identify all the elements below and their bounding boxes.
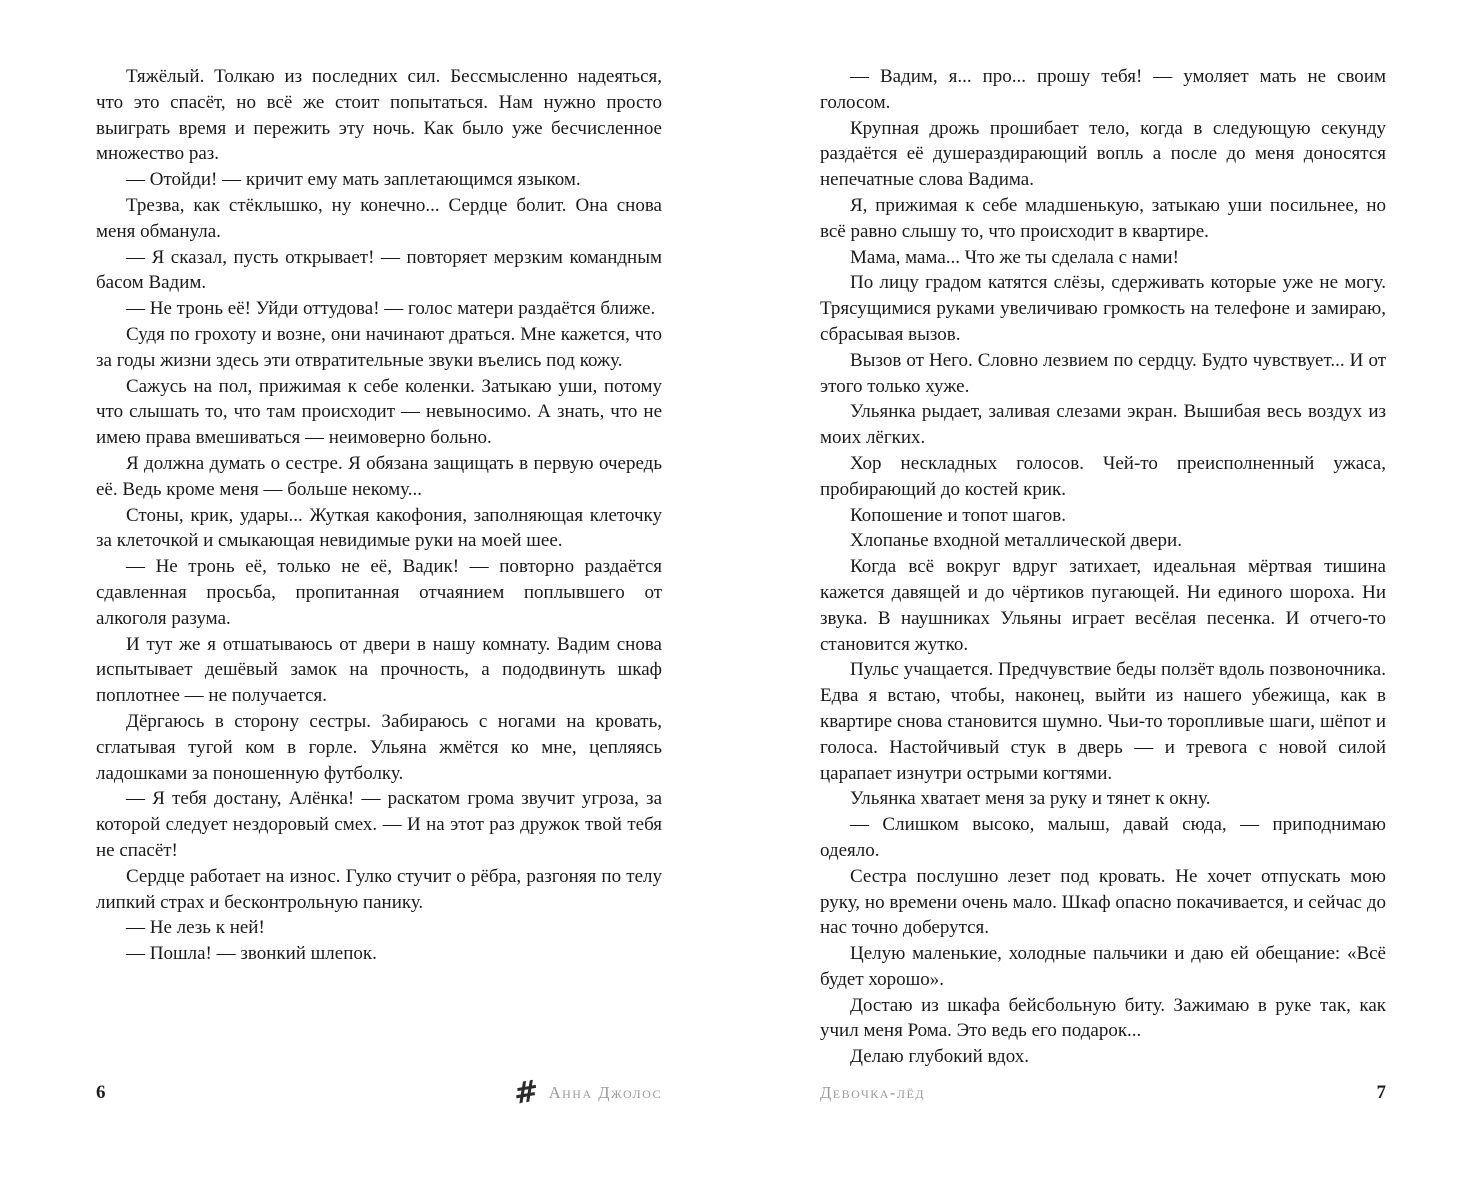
page-left-text	[96, 64, 662, 967]
paragraph: — Слишком высоко, малыш, давай сюда, — приподнимаю одеяло.	[820, 814, 1386, 861]
paragraph: Трезва, как стёклышко, ну конечно... Сердце болит. Она снова меня обманула.	[96, 194, 662, 242]
paragraph: Стоны, крик, удары... Жуткая какофония, заполняющая клеточку за клеточкой и смыкающая невидимые руки на моей шее.	[96, 504, 662, 552]
page-right-footer	[820, 1082, 1386, 1110]
paragraph: Тяжёлый. Толкаю из последних сил. Бессмысленно надеяться, что это спасёт, но всё же стоит попытаться. Нам нужно просто выиграть время и пережить эту ночь. Как было уже бесчисленное множество раз.	[96, 66, 662, 165]
paragraph: Достаю из шкафа бейсбольную биту. Зажимаю в руке так, как учил меня Рома. Это ведь его подарок...	[820, 994, 1386, 1042]
running-title-book	[820, 1083, 925, 1103]
page-right	[738, 0, 1476, 1181]
paragraph: — Отойди! — кричит ему мать заплетающимся языком.	[126, 169, 581, 191]
paragraph: — Не тронь её, только не её, Вадик! — повторно раздаётся сдавленная просьба, пропитанная отчаянием поплывшего от алкоголя разума.	[96, 556, 662, 629]
paragraph: Судя по грохоту и возне, они начинают драться. Мне кажется, что за годы жизни здесь эти отвратительные звуки въелись под кожу.	[96, 323, 662, 371]
page-left-footer	[96, 1072, 662, 1112]
page-right-text	[820, 64, 1386, 1070]
paragraph: Я должна думать о сестре. Я обязана защищать в первую очередь её. Ведь кроме меня — больше некому...	[96, 452, 662, 500]
paragraph: Ульянка рыдает, заливая слезами экран. Вышибая весь воздух из моих лёгких.	[820, 401, 1386, 449]
paragraph: Сажусь на пол, прижимая к себе коленки. Затыкаю уши, потому что слышать то, что там происходит — невыносимо. А знать, что не имею права вмешиваться — неимоверно больно.	[96, 375, 662, 449]
paragraph: И тут же я отшатываюсь от двери в нашу комнату. Вадим снова испытывает дешёвый замок на прочность, а пододвинуть шкаф поплотнее — не получается.	[96, 633, 662, 707]
page-number-right: 7	[1376, 1082, 1386, 1103]
page-number-left: 6	[96, 1082, 106, 1103]
paragraph: Сестра послушно лезет под кровать. Не хочет отпускать мою руку, но времени очень мало. Шкаф опасно покачивается, и сейчас до нас точно доберутся.	[820, 865, 1386, 939]
paragraph: Ульянка хватает меня за руку и тянет к окну.	[850, 788, 1211, 810]
paragraph: — Не лезь к ней!	[126, 917, 265, 939]
running-title-author	[513, 1072, 662, 1112]
paragraph: Хлопанье входной металлической двери.	[850, 530, 1182, 552]
paragraph: — Вадим, я... про... прошу тебя! — умоляет мать не своим голосом.	[820, 66, 1386, 113]
book-title: Девочка-лёд	[820, 1083, 926, 1102]
paragraph: Копошение и топот шагов.	[850, 504, 1067, 526]
paragraph: Сердце работает на износ. Гулко стучит о рёбра, разгоняя по телу липкий страх и бесконтрольную панику.	[96, 865, 662, 913]
paragraph: Я, прижимая к себе младшенькую, затыкаю уши посильнее, но всё равно слышу то, что происходит в квартире.	[820, 194, 1386, 242]
paragraph: Дёргаюсь в сторону сестры. Забираюсь с ногами на кровать, сглатывая тугой ком в горле. Ульяна жмётся ко мне, цепляясь ладошками за поношенную футболку.	[96, 710, 662, 784]
paragraph: Делаю глубокий вдох.	[850, 1046, 1029, 1068]
paragraph: — Не тронь её! Уйди оттудова! — голос матери раздаётся ближе.	[126, 298, 656, 320]
hashtag-logo-icon: #	[513, 1072, 540, 1112]
author-name: Анна Джолос	[548, 1083, 662, 1102]
paragraph: — Я сказал, пусть открывает! — повторяет мерзким командным басом Вадим.	[96, 246, 662, 294]
paragraph: Когда всё вокруг вдруг затихает, идеальная мёртвая тишина кажется давящей и до чёртиков пугающей. Ни единого шороха. Ни звука. В наушниках Ульяны играет весёлая песенка. И отчего-то становится жутко.	[820, 556, 1386, 655]
paragraph: Мама, мама... Что же ты сделала с нами!	[850, 246, 1179, 268]
paragraph: — Я тебя достану, Алёнка! — раскатом грома звучит угроза, за которой следует нездоровый смех. — И на этот раз дружок твой тебя не спасёт!	[96, 788, 662, 861]
paragraph: Целую маленькие, холодные пальчики и даю ей обещание: «Всё будет хорошо».	[820, 943, 1386, 990]
paragraph: — Пошла! — звонкий шлепок.	[126, 943, 377, 965]
paragraph: Крупная дрожь прошибает тело, когда в следующую секунду раздаётся её душераздирающий вопль а после до меня доносятся непечатные слова Вадима.	[820, 117, 1386, 191]
paragraph: Пульс учащается. Предчувствие беды ползёт вдоль позвоночника. Едва я встаю, чтобы, наконец, выйти из нашего убежища, как в квартире снова становится шумно. Чьи-то торопливые шаги, шёпот и голоса. Настойчивый стук в дверь — и тревога с новой силой царапает изнутри острыми когтями.	[820, 659, 1386, 784]
paragraph: По лицу градом катятся слёзы, сдерживать которые уже не могу. Трясущимися руками увеличиваю громкость на телефоне и замираю, сбрасывая вызов.	[820, 272, 1386, 345]
paragraph: Вызов от Него. Словно лезвием по сердцу. Будто чувствует... И от этого только хуже.	[820, 349, 1386, 397]
paragraph: Хор нескладных голосов. Чей-то преисполненный ужаса, пробирающий до костей крик.	[820, 452, 1386, 500]
